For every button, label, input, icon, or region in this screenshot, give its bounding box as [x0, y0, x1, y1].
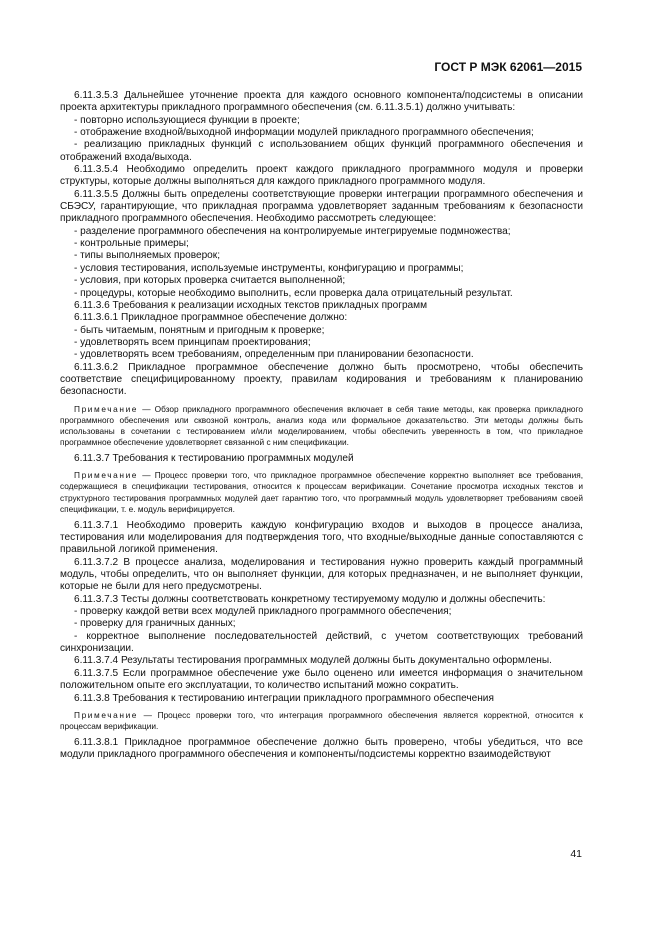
list-item: - отображение входной/выходной информации модулей прикладного программного обеспечения; [74, 127, 534, 139]
section-heading: 6.11.3.6 Требования к реализации исходных текстов прикладных программ [74, 299, 428, 311]
list-item: - удовлетворять всем принципам проектирования; [74, 336, 311, 348]
paragraph: 6.11.3.7.2 В процессе анализа, моделирования и тестирования нужно проверить каждый программный модуль, чтобы определить, что он выполняет функции, для которых предназначен, и не выполняет функции, которые не были для него предусмотрены. [60, 556, 583, 593]
paragraph: 6.11.3.7.4 Результаты тестирования программных модулей должны быть документально оформлены. [74, 655, 552, 667]
note-label: Примечание [74, 403, 139, 414]
section-heading: 6.11.3.8 Требования к тестированию интеграции прикладного программного обеспечения [74, 692, 494, 704]
paragraph: 6.11.3.8.1 Прикладное программное обеспечение должно быть проверено, чтобы убедиться, что все модули прикладного программного обеспечения и компоненты/подсистемы корректно взаимодействуют [60, 737, 583, 761]
list-item: - корректное выполнение последовательностей действий, с учетом соответствующих требований синхронизации. [60, 630, 583, 655]
note-text: — Процесс проверки того, что интеграция программного обеспечения является корректной, относится к процессам верификации. [60, 709, 583, 731]
paragraph: 6.11.3.7.3 Тесты должны соответствовать конкретному тестируемому модулю и должны обеспечить: [74, 593, 546, 605]
note [60, 470, 583, 514]
body-text [60, 90, 583, 762]
note-label: Примечание [74, 709, 139, 720]
list-item: - разделение программного обеспечения на контролируемые интегрируемые подмножества; [74, 225, 511, 237]
list-item: - реализацию прикладных функций с использованием общих функций программного обеспечения и отображений входа/выхода. [60, 139, 583, 163]
list-item: - условия тестирования, используемые инструменты, конфигурацию и программы; [74, 262, 464, 274]
list-item: - проверку каждой ветви всех модулей прикладного программного обеспечения; [74, 606, 452, 618]
list-item: - быть читаемым, понятным и пригодным к проверке; [74, 324, 325, 336]
note-text: — Процесс проверки того, что прикладное программное обеспечение корректно выполняет все требования, содержащиеся в спецификации тестирования, относится к процессам верификации. Сочетание просмотра исходных текстов и структурного тестирования программных модулей дает гарантию того, что программный модуль удовлетворяет требованиям своей спецификации, т. е. модуль верифицируется. [60, 470, 583, 514]
paragraph: 6.11.3.5.5 Должны быть определены соответствующие проверки интеграции программного обеспечения и СБЭСУ, гарантирующие, что прикладная программа удовлетворяет заданным требованиям к безопасности прикладного программного обеспечения. Необходимо рассмотреть следующее: [60, 188, 583, 225]
list-item: - удовлетворять всем требованиям, определенным при планировании безопасности. [74, 349, 474, 361]
list-item: - контрольные примеры; [74, 238, 189, 250]
note-text: — Обзор прикладного программного обеспечения включает в себя такие методы, как проверка прикладного программного обеспечения или сквозной контроль, анализ кода или формальное доказательство. Эти методы должны быть использованы в сочетании с тестированием и/или моделированием, чтобы обеспечить уверенность в том, что прикладное программное обеспечение удовлетворяет связанной с ним спецификации. [60, 403, 583, 447]
list-item: - проверку для граничных данных; [74, 618, 236, 630]
paragraph: 6.11.3.7.1 Необходимо проверить каждую конфигурацию входов и выходов в процессе анализа, тестирования или моделирования для подтверждения того, что входные/выходные данные сопоставляются с правильной логикой применения. [60, 519, 583, 556]
list-item: - типы выполняемых проверок; [74, 250, 221, 262]
paragraph: 6.11.3.6.1 Прикладное программное обеспечение должно: [74, 312, 348, 324]
list-item: - процедуры, которые необходимо выполнить, если проверка дала отрицательный результат. [74, 287, 513, 299]
paragraph: 6.11.3.7.5 Если программное обеспечение уже было оценено или имеется информация о значительном положительном опыте его эксплуатации, то количество испытаний можно сократить. [60, 667, 583, 692]
note [60, 404, 583, 448]
list-item: - условия, при которых проверка считается выполненной; [74, 275, 346, 287]
paragraph: 6.11.3.6.2 Прикладное программное обеспечение должно быть просмотрено, чтобы обеспечить соответствие специфицированному проекту, правилам кодирования и требованиям к планированию безопасности. [60, 361, 583, 398]
section-heading: 6.11.3.7 Требования к тестированию программных модулей [74, 452, 354, 464]
paragraph: 6.11.3.5.4 Необходимо определить проект каждого прикладного программного модуля и проверки структуры, которые должны выполняться для каждого прикладного программного модуля. [60, 164, 583, 188]
list-item: - повторно использующиеся функции в проекте; [74, 114, 300, 126]
paragraph: 6.11.3.5.3 Дальнейшее уточнение проекта для каждого основного компонента/подсистемы в описании проекта архитектуры прикладного программного обеспечения (см. 6.11.3.5.1) должно учитывать: [60, 90, 583, 114]
standard-header: ГОСТ Р МЭК 62061—2015 [434, 60, 582, 74]
note-label: Примечание [74, 470, 139, 481]
page-number: 41 [570, 848, 582, 860]
note [60, 710, 583, 732]
